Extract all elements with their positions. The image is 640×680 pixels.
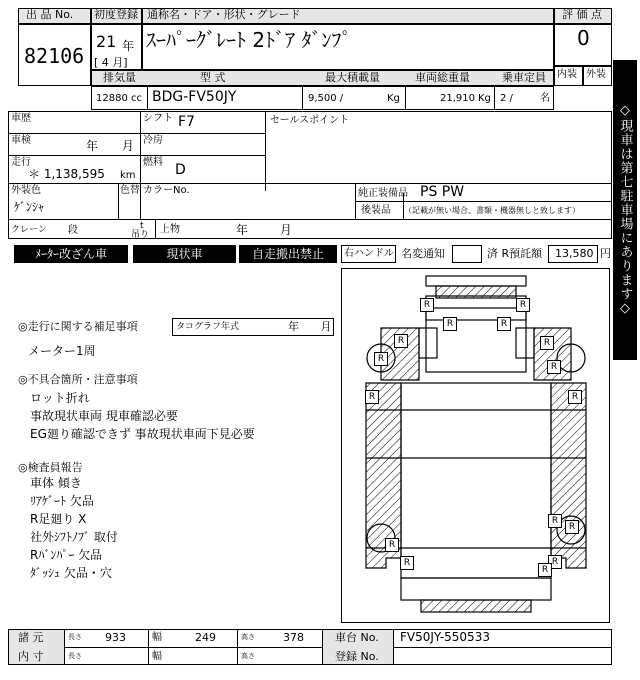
body-value: 年 月 — [236, 223, 292, 237]
lot-location-band: ◇現車は第七駐車場にあります◇ — [613, 60, 637, 360]
chassis-label: 車台 No. — [335, 631, 379, 644]
inspector-line: 社外ｼﾌﾄﾉﾌﾞ 取付 — [30, 530, 118, 544]
gross-weight-value: 21,910 — [440, 93, 475, 104]
dimensions-label: 諸 元 — [18, 631, 44, 644]
color-no-label: カラーNo. — [143, 185, 190, 196]
fuel-label: 燃料 — [143, 157, 163, 168]
type-value: BDG-FV50JY — [152, 89, 237, 105]
damage-mark-r: R — [516, 298, 530, 312]
inspector-line: ﾀﾞｯｼｭ 欠品・穴 — [30, 566, 112, 580]
damage-mark-r: R — [497, 317, 511, 331]
capacity-unit: 名 — [540, 93, 550, 104]
displacement-value: 12880 cc — [96, 93, 142, 104]
defect-line: 事故現状車両 現車確認必要 — [30, 409, 178, 423]
type-label: 型 式 — [200, 71, 226, 84]
interior-dim-label: 内 寸 — [18, 650, 44, 663]
crane-value: 段 — [68, 225, 78, 236]
exterior-label: 外装 — [586, 69, 606, 80]
length-label: 長さ — [68, 633, 82, 641]
first-reg-year: 21 — [96, 32, 117, 51]
aftermarket-note: （記載が無い場合、書類・機器無しと致します） — [404, 206, 580, 215]
damage-mark-r: R — [547, 360, 561, 374]
recycle-amount: 13,580 — [555, 247, 594, 260]
name-change-label: 名変通知 — [401, 247, 445, 260]
mileage-value: ＊ 1,138,595 — [28, 167, 105, 181]
no-self-drive-badge: 自走搬出禁止 — [239, 245, 337, 263]
crane-label: クレーン — [11, 225, 47, 235]
height-label: 高さ — [241, 633, 255, 641]
lot-number: 82106 — [24, 44, 85, 68]
damage-mark-r: R — [400, 556, 414, 570]
name-change-box — [452, 245, 482, 263]
damage-mark-r: R — [443, 317, 457, 331]
defect-line: EG廻り確認できず 事故現状車両下見必要 — [30, 427, 255, 441]
rating-label: 評 価 点 — [562, 8, 602, 21]
shift-label: シフト — [143, 113, 173, 124]
color-change-label: 色替 — [120, 185, 140, 196]
crane-t: t — [140, 221, 144, 231]
inspector-line: Rﾊﾞﾝﾊﾟｰ 欠品 — [30, 548, 103, 562]
damage-mark-r: R — [374, 352, 388, 366]
in-length-label: 長さ — [68, 652, 82, 660]
sales-point-label: セールスポイント — [270, 115, 350, 126]
mileage-label: 走行 — [11, 157, 31, 168]
gross-weight-label: 車両総重量 — [415, 71, 470, 84]
damage-mark-r: R — [420, 298, 434, 312]
max-load-value: 9,500 / — [308, 93, 344, 104]
length-value: 933 — [105, 631, 126, 644]
damage-mark-r: R — [548, 514, 562, 528]
body-label: 上物 — [160, 224, 180, 235]
crane-hanging: 吊り — [131, 230, 150, 240]
mileage-unit: km — [120, 170, 136, 181]
driving-line-1: メーター1周 — [28, 344, 96, 358]
chassis-value: FV50JY-550533 — [400, 630, 490, 644]
inspection-value: 年 月 — [86, 139, 134, 153]
interior-label: 内装 — [557, 69, 577, 80]
damage-mark-r: R — [540, 336, 554, 350]
first-reg-label: 初度登録 — [94, 8, 138, 21]
damage-mark-r: R — [394, 334, 408, 348]
meter-tamper-badge: ﾒｰﾀｰ改ざん車 — [14, 245, 128, 263]
truck-diagram — [341, 268, 610, 623]
width-label: 幅 — [152, 632, 162, 643]
color-label: 外装色 — [11, 185, 41, 196]
damage-mark-r: R — [565, 520, 579, 534]
width-value: 249 — [195, 631, 216, 644]
rhd-label: 右ハンドル — [344, 248, 394, 259]
inspector-line: 車体 傾き — [30, 476, 82, 490]
rating-value: 0 — [577, 26, 590, 50]
damage-mark-r: R — [548, 555, 562, 569]
spec-header-row — [91, 70, 554, 86]
inspector-line: R足廻り X — [30, 512, 87, 526]
damage-mark-r: R — [385, 538, 399, 552]
max-load-label: 最大積載量 — [325, 71, 380, 84]
damage-mark-r: R — [538, 563, 552, 577]
height-value: 378 — [283, 631, 304, 644]
model-label: 通称名・ドア・形状・グレード — [147, 8, 301, 21]
first-reg-month: [ 4 月] — [94, 56, 128, 69]
in-width-label: 幅 — [152, 651, 162, 662]
first-reg-year-unit: 年 — [122, 39, 135, 53]
inspector-header: ◎検査員報告 — [18, 461, 83, 474]
model-name: ｽｰﾊﾟｰｸﾞﾚｰﾄ 2ﾄﾞｱ ﾀﾞﾝﾌﾟ — [146, 28, 352, 52]
displacement-label: 排気量 — [103, 71, 136, 84]
in-height-label: 高さ — [241, 652, 255, 660]
recycle-unit: 円 — [600, 247, 611, 260]
tacho-label: タコグラフ年式 — [176, 322, 240, 332]
ac-label: 冷房 — [143, 135, 163, 146]
defect-line: ロット折れ — [30, 391, 90, 405]
capacity-label: 乗車定員 — [502, 71, 546, 84]
as-is-badge: 現状車 — [133, 245, 236, 263]
reg-label: 登録 No. — [335, 650, 379, 663]
capacity-value: 2 / — [500, 93, 513, 104]
inspection-label: 車検 — [11, 135, 31, 146]
shift-value: F7 — [178, 114, 195, 130]
equipment-value: PS PW — [420, 184, 465, 200]
gross-weight-unit: Kg — [478, 93, 491, 104]
tacho-value: 年 月 — [288, 320, 332, 333]
history-label: 車歴 — [11, 113, 31, 124]
equipment-label: 純正装備品 — [358, 188, 408, 199]
inspector-line: ﾘｱｹﾞｰﾄ 欠品 — [30, 494, 94, 508]
max-load-unit: Kg — [387, 93, 400, 104]
driving-header: ◎走行に関する補足事項 — [18, 320, 138, 333]
color-value: ｹﾞﾝｼｬ — [14, 200, 45, 214]
lot-label: 出 品 No. — [26, 8, 74, 21]
damage-mark-r: R — [365, 390, 379, 404]
recycle-label: 済 R預託額 — [487, 247, 543, 260]
defects-header: ◎不具合箇所・注意事項 — [18, 373, 138, 386]
fuel-value: D — [175, 162, 186, 178]
damage-mark-r: R — [568, 390, 582, 404]
aftermarket-label: 後装品 — [361, 205, 391, 216]
